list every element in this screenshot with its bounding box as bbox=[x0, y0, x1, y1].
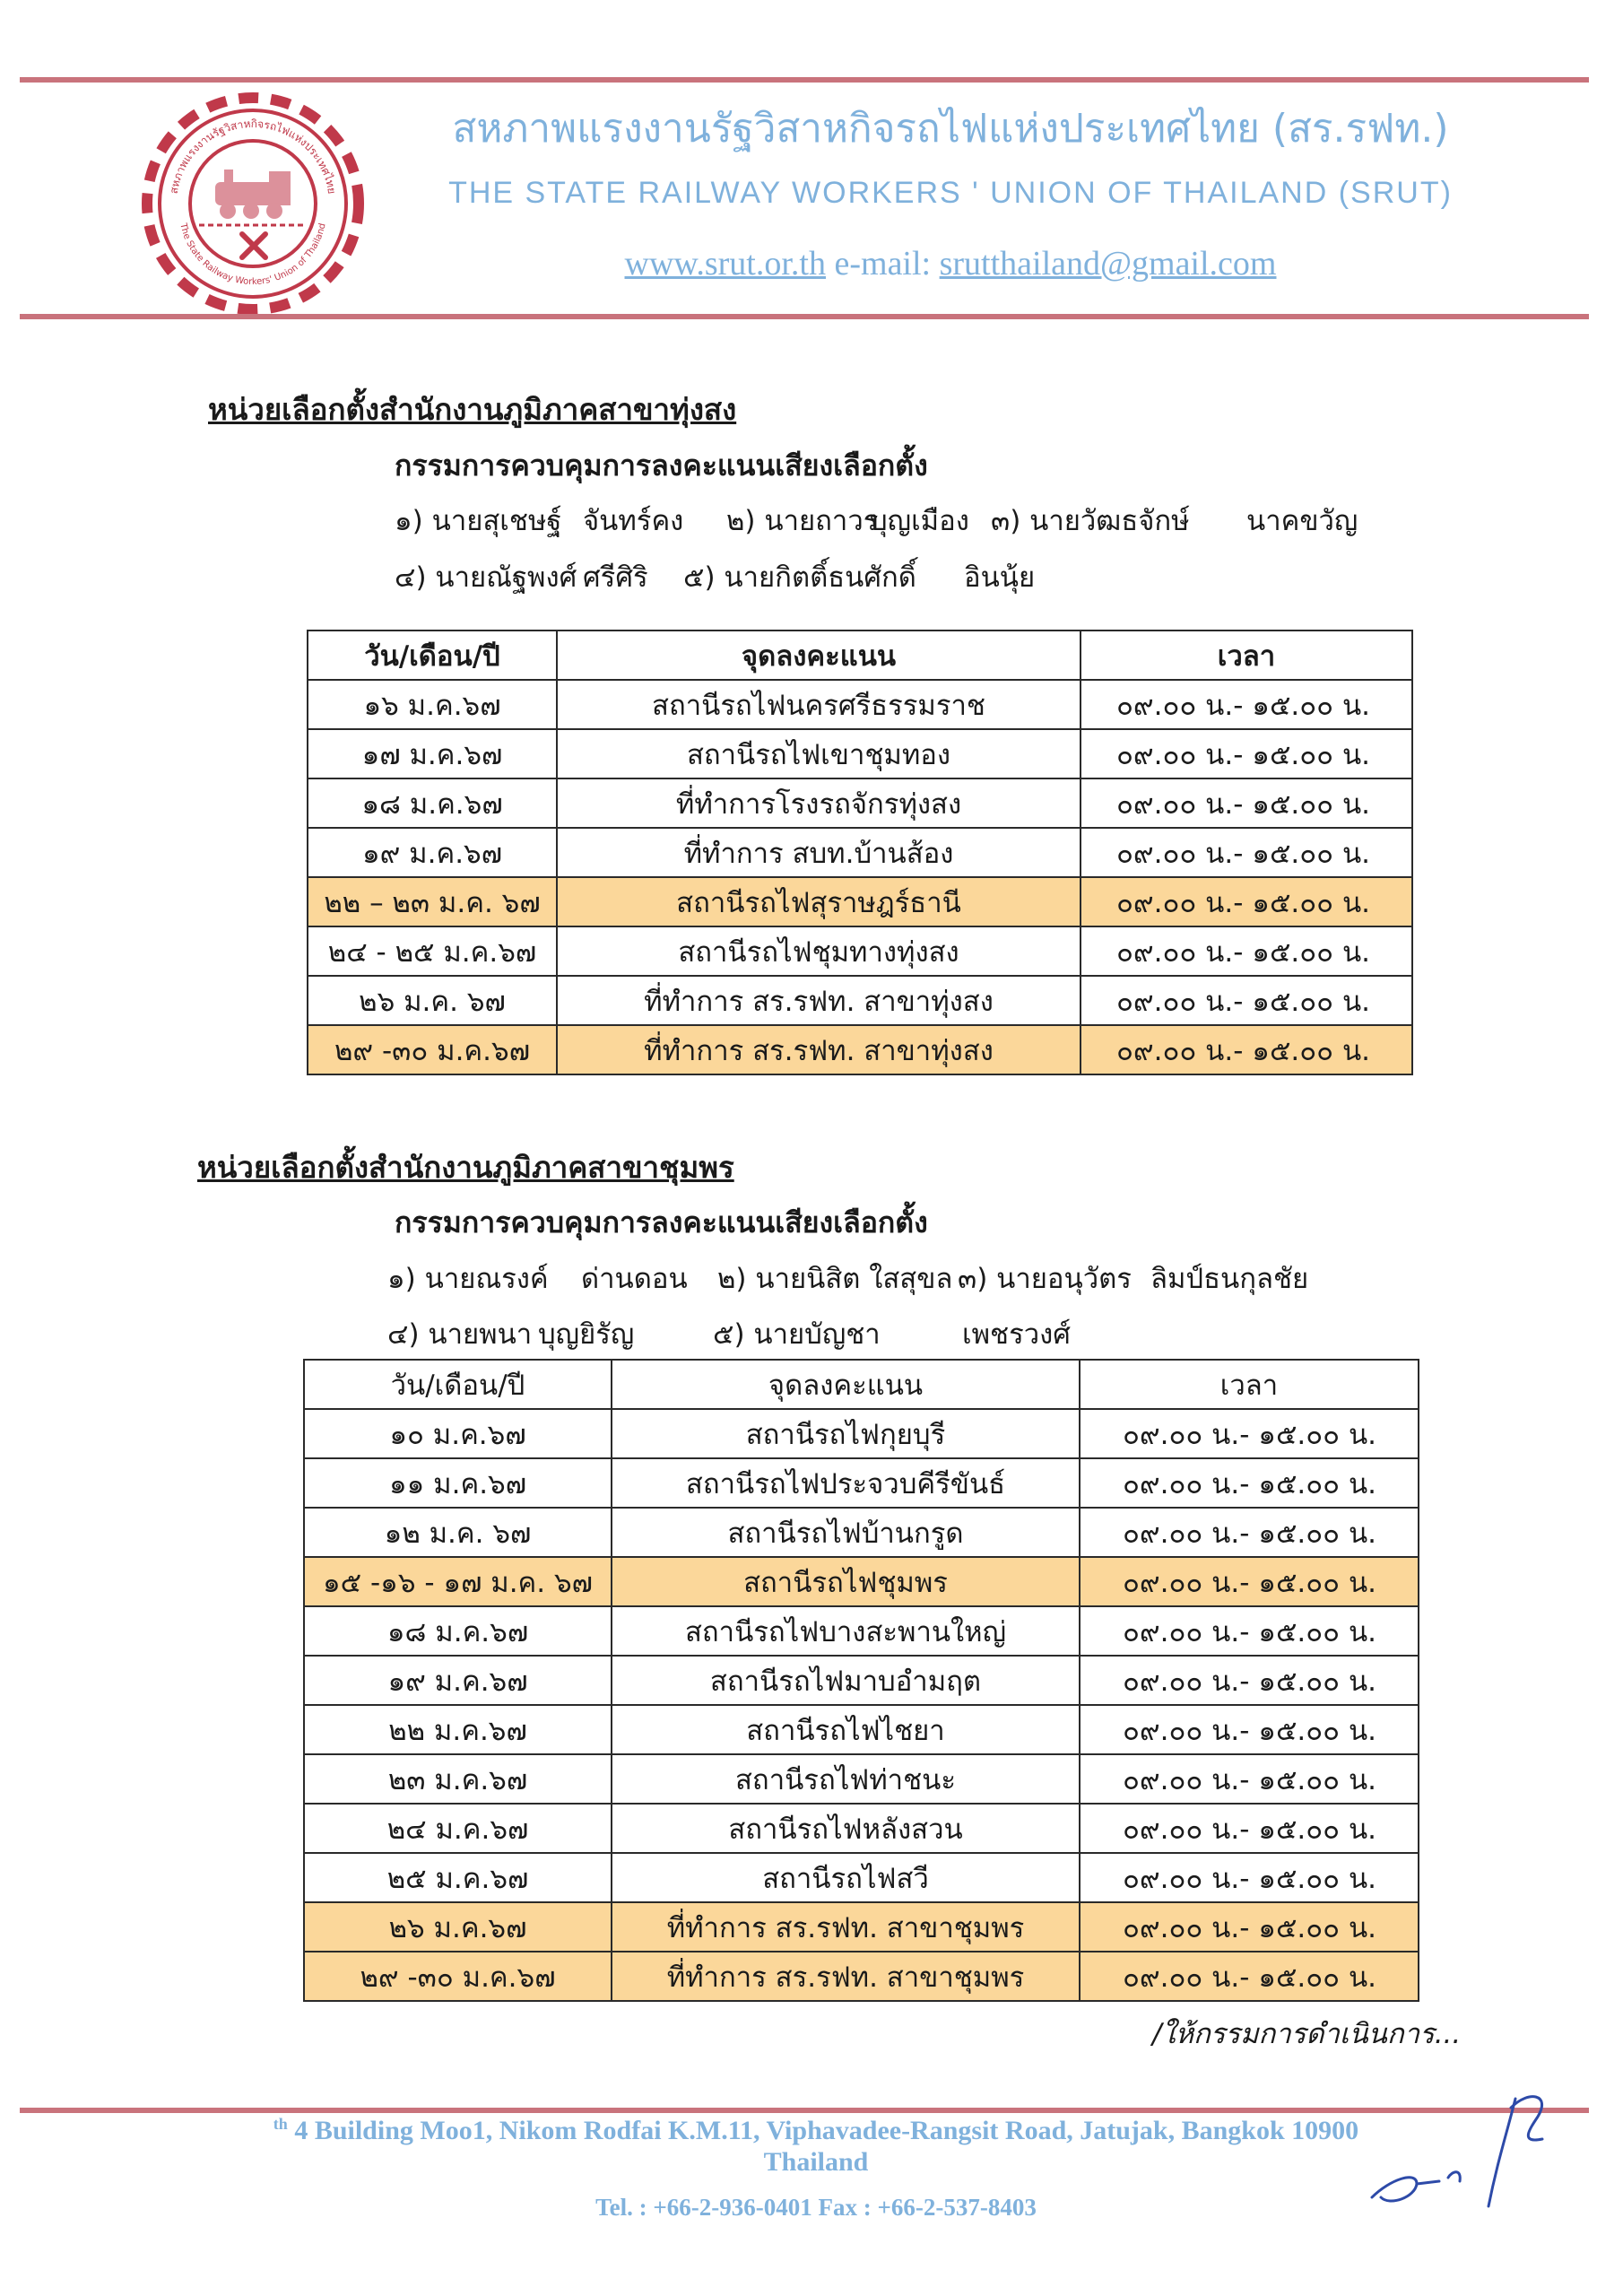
cell-location: สถานีรถไฟเขาชุมทอง bbox=[557, 729, 1081, 778]
committee-member-name: ๕) นายกิตติ์ธนศักดิ์ bbox=[683, 561, 916, 594]
cell-time: ๐๙.๐๐ น.- ๑๕.๐๐ น. bbox=[1080, 1508, 1419, 1557]
committee-member-surname: เพชรวงศ์ bbox=[962, 1318, 1071, 1351]
committee-member-name: ๒) นายนิสิต ใสสุขล bbox=[717, 1263, 953, 1295]
column-header-location: จุดลงคะแนน bbox=[612, 1360, 1080, 1409]
committee-member-surname: ด่านดอน bbox=[581, 1263, 688, 1295]
cell-time: ๐๙.๐๐ น.- ๑๕.๐๐ น. bbox=[1080, 1804, 1419, 1853]
cell-time: ๐๙.๐๐ น.- ๑๕.๐๐ น. bbox=[1080, 1952, 1419, 2001]
cell-time: ๐๙.๐๐ น.- ๑๕.๐๐ น. bbox=[1080, 1458, 1419, 1508]
table-row bbox=[304, 1804, 1419, 1853]
cell-date: ๒๖ ม.ค. ๖๗ bbox=[308, 976, 557, 1025]
committee-member-name: ๔) นายพนา bbox=[387, 1318, 533, 1351]
section1-title: หน่วยเลือกตั้งสำนักงานภูมิภาคสาขาทุ่งสง bbox=[208, 392, 737, 427]
table-row bbox=[304, 1458, 1419, 1508]
column-header-date: วัน/เดือน/ปี bbox=[304, 1360, 612, 1409]
cell-date: ๒๙ -๓๐ ม.ค.๖๗ bbox=[304, 1952, 612, 2001]
table-row bbox=[308, 1025, 1412, 1074]
cell-location: สถานีรถไฟนครศรีธรรมราช bbox=[557, 680, 1081, 729]
email-label: e-mail: bbox=[834, 245, 932, 283]
table-row bbox=[304, 1557, 1419, 1606]
footer-address-sup: th bbox=[273, 2115, 288, 2133]
cell-location: สถานีรถไฟชุมทางทุ่งสง bbox=[557, 926, 1081, 976]
table-row bbox=[304, 1705, 1419, 1754]
table-header-row bbox=[304, 1360, 1419, 1409]
cell-date: ๒๓ ม.ค.๖๗ bbox=[304, 1754, 612, 1804]
cell-date: ๑๗ ม.ค.๖๗ bbox=[308, 729, 557, 778]
cell-date: ๑๘ ม.ค.๖๗ bbox=[308, 778, 557, 828]
union-logo bbox=[135, 85, 372, 323]
cell-date: ๑๒ ม.ค. ๖๗ bbox=[304, 1508, 612, 1557]
section1-subtitle: กรรมการควบคุมการลงคะแนนเสียงเลือกตั้ง bbox=[395, 448, 928, 483]
email-link[interactable]: srutthailand@gmail.com bbox=[939, 245, 1277, 283]
cell-time: ๐๙.๐๐ น.- ๑๕.๐๐ น. bbox=[1081, 729, 1412, 778]
org-name-english: THE STATE RAILWAY WORKERS ' UNION OF THAILAND (SRUT) bbox=[448, 176, 1453, 210]
footer-contact: Tel. : +66-2-936-0401 Fax : +66-2-537-8403 bbox=[595, 2194, 1037, 2221]
website-link[interactable]: www.srut.or.th bbox=[624, 245, 826, 283]
cell-location: สถานีรถไฟประจวบคีรีขันธ์ bbox=[612, 1458, 1080, 1508]
cell-date: ๒๒ – ๒๓ ม.ค. ๖๗ bbox=[308, 877, 557, 926]
cell-date: ๒๔ ม.ค.๖๗ bbox=[304, 1804, 612, 1853]
committee-member-name: ๔) นายณัฐพงศ์ bbox=[395, 561, 577, 594]
cell-date: ๑๖ ม.ค.๖๗ bbox=[308, 680, 557, 729]
section2-schedule-table bbox=[303, 1359, 1419, 2002]
committee-member-surname: ลิมป์ธนกุลชัย bbox=[1150, 1263, 1309, 1295]
cell-time: ๐๙.๐๐ น.- ๑๕.๐๐ น. bbox=[1080, 1606, 1419, 1656]
cell-time: ๐๙.๐๐ น.- ๑๕.๐๐ น. bbox=[1080, 1656, 1419, 1705]
handwritten-signature bbox=[1354, 2072, 1569, 2224]
cell-date: ๒๕ ม.ค.๖๗ bbox=[304, 1853, 612, 1902]
committee-member-surname: ศรีศิริ bbox=[583, 561, 648, 594]
continuation-note: /ให้กรรมการดำเนินการ... bbox=[1152, 2018, 1462, 2050]
committee-member-name: ๕) นายบัญชา bbox=[713, 1318, 881, 1351]
footer-address bbox=[233, 2115, 1399, 2146]
cell-time: ๐๙.๐๐ น.- ๑๕.๐๐ น. bbox=[1081, 778, 1412, 828]
cell-location: สถานีรถไฟท่าชนะ bbox=[612, 1754, 1080, 1804]
cell-date: ๑๐ ม.ค.๖๗ bbox=[304, 1409, 612, 1458]
committee-member-name: ๓) นายวัฒธจักษ์ bbox=[991, 505, 1190, 537]
committee-member-surname: อินนุ้ย bbox=[964, 561, 1036, 594]
org-name-thai: สหภาพแรงงานรัฐวิสาหกิจรถไฟแห่งประเทศไทย (สร.รฟท.) bbox=[452, 106, 1449, 152]
cell-date: ๒๔ - ๒๕ ม.ค.๖๗ bbox=[308, 926, 557, 976]
table-row bbox=[304, 1508, 1419, 1557]
table-row bbox=[308, 778, 1412, 828]
column-header-date: วัน/เดือน/ปี bbox=[308, 631, 557, 680]
table-row bbox=[304, 1902, 1419, 1952]
cell-time: ๐๙.๐๐ น.- ๑๕.๐๐ น. bbox=[1081, 680, 1412, 729]
cell-date: ๑๑ ม.ค.๖๗ bbox=[304, 1458, 612, 1508]
table-row bbox=[304, 1754, 1419, 1804]
cell-date: ๒๙ -๓๐ ม.ค.๖๗ bbox=[308, 1025, 557, 1074]
cell-location: สถานีรถไฟมาบอำมฤต bbox=[612, 1656, 1080, 1705]
cell-time: ๐๙.๐๐ น.- ๑๕.๐๐ น. bbox=[1081, 828, 1412, 877]
committee-member-name: ๑) นายสุเชษฐ์ bbox=[395, 505, 562, 537]
section2-title: หน่วยเลือกตั้งสำนักงานภูมิภาคสาขาชุมพร bbox=[197, 1150, 734, 1185]
section2-subtitle: กรรมการควบคุมการลงคะแนนเสียงเลือกตั้ง bbox=[395, 1205, 928, 1239]
cell-location: สถานีรถไฟบางสะพานใหญ่ bbox=[612, 1606, 1080, 1656]
cell-time: ๐๙.๐๐ น.- ๑๕.๐๐ น. bbox=[1080, 1705, 1419, 1754]
committee-member-name: ๑) นายณรงค์ bbox=[387, 1263, 549, 1295]
table-header-row bbox=[308, 631, 1412, 680]
table-row bbox=[308, 976, 1412, 1025]
committee-member-surname: บุญเมือง bbox=[870, 505, 969, 537]
locomotive-icon bbox=[215, 170, 291, 219]
cell-time: ๐๙.๐๐ น.- ๑๕.๐๐ น. bbox=[1080, 1409, 1419, 1458]
committee-member-name: ๒) นายถาวร bbox=[726, 505, 879, 537]
cell-time: ๐๙.๐๐ น.- ๑๕.๐๐ น. bbox=[1080, 1902, 1419, 1952]
header-bottom-rule bbox=[20, 314, 1589, 319]
table-row bbox=[304, 1606, 1419, 1656]
cell-location: สถานีรถไฟกุยบุรี bbox=[612, 1409, 1080, 1458]
cell-location: ที่ทำการ สร.รฟท. สาขาชุมพร bbox=[612, 1952, 1080, 2001]
cell-date: ๑๕ -๑๖ - ๑๗ ม.ค. ๖๗ bbox=[304, 1557, 612, 1606]
table-row bbox=[308, 877, 1412, 926]
logo-text-bottom: The State Railway Workers' Union of Thailand bbox=[178, 222, 328, 288]
cell-date: ๑๘ ม.ค.๖๗ bbox=[304, 1606, 612, 1656]
section1-schedule-table bbox=[307, 630, 1413, 1075]
table-row bbox=[304, 1853, 1419, 1902]
cell-time: ๐๙.๐๐ น.- ๑๕.๐๐ น. bbox=[1081, 1025, 1412, 1074]
logo-text-top: สหภาพแรงงานรัฐวิสาหกิจรถไฟแห่งประเทศไทย bbox=[167, 117, 339, 196]
cell-date: ๑๙ ม.ค.๖๗ bbox=[304, 1656, 612, 1705]
top-rule bbox=[20, 77, 1589, 83]
table-row bbox=[308, 729, 1412, 778]
cell-location: ที่ทำการ สร.รฟท. สาขาทุ่งสง bbox=[557, 976, 1081, 1025]
column-header-location: จุดลงคะแนน bbox=[557, 631, 1081, 680]
table-row bbox=[304, 1656, 1419, 1705]
cell-location: สถานีรถไฟสวี bbox=[612, 1853, 1080, 1902]
cell-location: ที่ทำการ สบท.บ้านส้อง bbox=[557, 828, 1081, 877]
cell-location: สถานีรถไฟหลังสวน bbox=[612, 1804, 1080, 1853]
cell-location: สถานีรถไฟชุมพร bbox=[612, 1557, 1080, 1606]
cell-time: ๐๙.๐๐ น.- ๑๕.๐๐ น. bbox=[1080, 1754, 1419, 1804]
cell-time: ๐๙.๐๐ น.- ๑๕.๐๐ น. bbox=[1081, 976, 1412, 1025]
column-header-time: เวลา bbox=[1081, 631, 1412, 680]
cell-time: ๐๙.๐๐ น.- ๑๕.๐๐ น. bbox=[1080, 1557, 1419, 1606]
hammer-icon bbox=[242, 234, 265, 257]
cell-location: สถานีรถไฟบ้านกรูด bbox=[612, 1508, 1080, 1557]
cell-time: ๐๙.๐๐ น.- ๑๕.๐๐ น. bbox=[1080, 1853, 1419, 1902]
committee-member-surname: จันทร์คง bbox=[583, 505, 684, 537]
table-row bbox=[308, 828, 1412, 877]
cell-date: ๒๖ ม.ค.๖๗ bbox=[304, 1902, 612, 1952]
cell-location: สถานีรถไฟสุราษฎร์ธานี bbox=[557, 877, 1081, 926]
footer-address-line2: Thailand bbox=[763, 2147, 869, 2177]
cell-location: ที่ทำการ สร.รฟท. สาขาทุ่งสง bbox=[557, 1025, 1081, 1074]
cell-location: สถานีรถไฟไชยา bbox=[612, 1705, 1080, 1754]
committee-member-name: ๓) นายอนุวัตร bbox=[958, 1263, 1132, 1295]
cell-location: ที่ทำการ สร.รฟท. สาขาชุมพร bbox=[612, 1902, 1080, 1952]
cell-date: ๑๙ ม.ค.๖๗ bbox=[308, 828, 557, 877]
cell-date: ๒๒ ม.ค.๖๗ bbox=[304, 1705, 612, 1754]
cell-time: ๐๙.๐๐ น.- ๑๕.๐๐ น. bbox=[1081, 877, 1412, 926]
contact-line bbox=[395, 244, 1506, 283]
table-row bbox=[308, 926, 1412, 976]
cell-location: ที่ทำการโรงรถจักรทุ่งสง bbox=[557, 778, 1081, 828]
column-header-time: เวลา bbox=[1080, 1360, 1419, 1409]
table-row bbox=[308, 680, 1412, 729]
svg-text:The State Railway Workers' Uni bbox=[178, 222, 328, 287]
cell-time: ๐๙.๐๐ น.- ๑๕.๐๐ น. bbox=[1081, 926, 1412, 976]
table-row bbox=[304, 1952, 1419, 2001]
table-row bbox=[304, 1409, 1419, 1458]
footer-address-line1: 4 Building Moo1, Nikom Rodfai K.M.11, Viphavadee-Rangsit Road, Jatujak, Bangkok 10900 bbox=[294, 2116, 1359, 2145]
committee-member-surname: บุญยิรัญ bbox=[538, 1318, 635, 1351]
committee-member-surname: นาคขวัญ bbox=[1246, 505, 1358, 537]
